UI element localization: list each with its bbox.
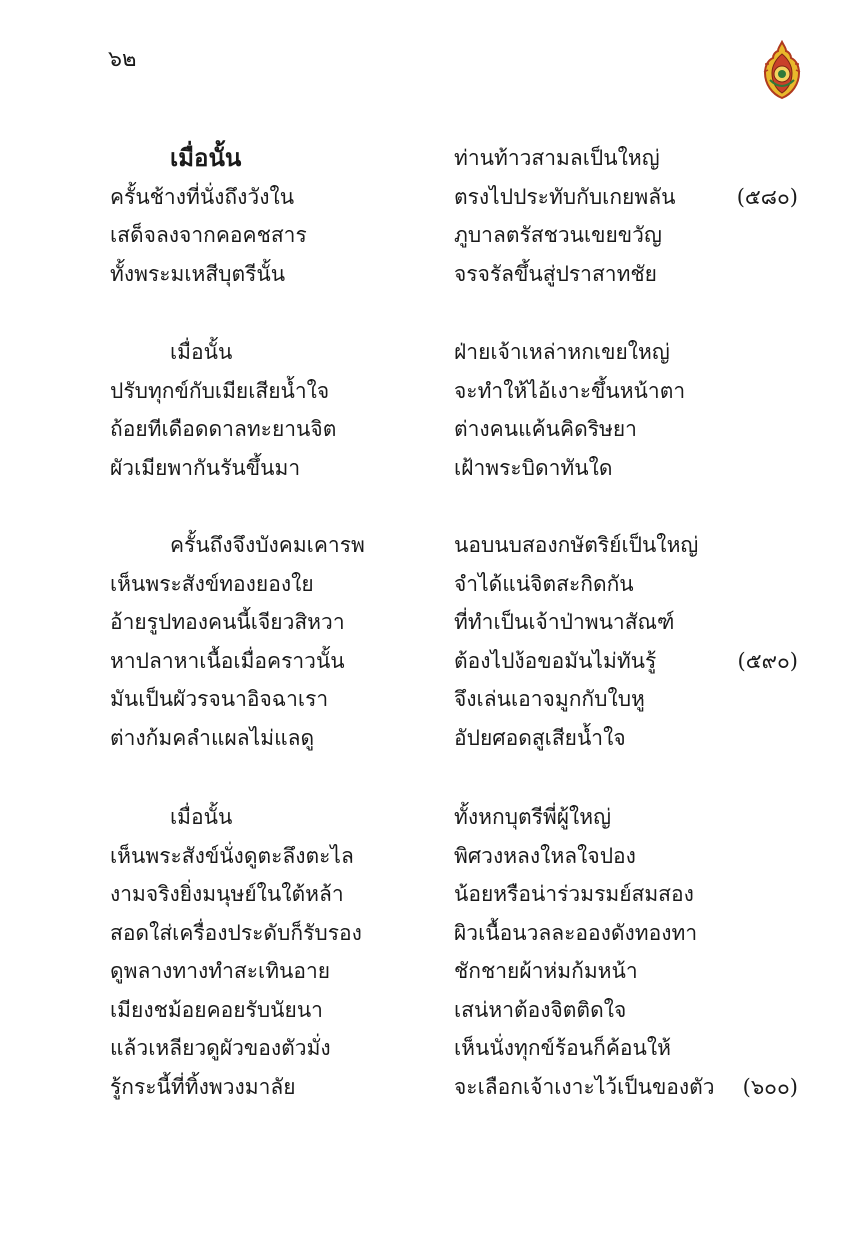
stanza: [0, 798, 844, 1106]
verse-line: [0, 526, 844, 565]
verse-left-half: สอดใส่เครื่องประดับก็รับรอง: [110, 920, 362, 945]
stanza: [0, 333, 844, 487]
verse-left-half: ดูพลางทางทำสะเทินอาย: [110, 959, 331, 983]
verse-right-half: นอบนบสองกษัตริย์เป็นใหญ่: [454, 533, 699, 557]
verse-right-half: จะทำให้ไอ้เงาะขึ้นหน้าตา: [454, 378, 686, 403]
verse-left-half: งามจริงยิ่งมนุษย์ในใต้หล้า: [110, 882, 344, 906]
verse-left-half: มันเป็นผัวรจนาอิจฉาเรา: [110, 687, 329, 711]
verse-line: [0, 255, 844, 294]
verse-line: [0, 449, 844, 488]
verse-line: [0, 565, 844, 604]
stanza: [0, 526, 844, 757]
page-number: ๖๒: [108, 47, 137, 72]
verse-line: [0, 952, 844, 991]
verse-line: [0, 372, 844, 411]
verse-left-half: ทั้งพระมเหสีบุตรีนั้น: [110, 261, 286, 286]
verse-left-half: ถ้อยทีเดือดดาลทะยานจิต: [110, 417, 337, 441]
verse-right-half: จำได้แน่จิตสะกิดกัน: [454, 571, 634, 596]
verse-left-half: ครั้นช้างที่นั่งถึงวังใน: [110, 184, 295, 209]
verse-right-half: ที่ทำเป็นเจ้าป่าพนาสัณฑ์: [454, 610, 675, 634]
verse-right-half: ตรงไปประทับกับเกยพลัน: [454, 184, 676, 209]
verse-left-half: อ้ายรูปทองคนนี้เจียวสิหวา: [110, 610, 345, 634]
verse-right-half: เสน่หาต้องจิตติดใจ: [454, 997, 627, 1022]
verse-right-half: อัปยศอดสูเสียน้ำใจ: [454, 725, 626, 750]
verse-right-half: เห็นนั่งทุกข์ร้อนก็ค้อนให้: [454, 1036, 671, 1060]
verse-right-half: จรจรัลขึ้นสู่ปราสาทชัย: [454, 261, 657, 286]
verse-right-half: ผิวเนื้อนวลละอองดังทองทา: [454, 920, 698, 945]
verse-line: [0, 333, 844, 372]
verse-right-half: ต่างคนแค้นคิดริษยา: [454, 417, 637, 441]
verse-right-half: น้อยหรือน่าร่วมรมย์สมสอง: [454, 882, 694, 906]
verse-left-half: เห็นพระสังข์ทองยองใย: [110, 571, 314, 596]
verse-line: [0, 719, 844, 758]
verse-left-half: เมื่อนั้น: [170, 143, 242, 172]
verse-line: [0, 1068, 844, 1107]
verse-left-half: แล้วเหลียวดูผัวของตัวมั่ง: [110, 1036, 331, 1060]
verse-left-half: เห็นพระสังข์นั่งดูตะลึงตะไล: [110, 843, 354, 868]
verse-line: [0, 914, 844, 953]
verse-line: [0, 642, 844, 681]
verse-number: (๕๙๐): [737, 648, 798, 673]
verse-line: [0, 216, 844, 255]
verse-left-half: ผัวเมียพากันรันขึ้นมา: [110, 455, 301, 480]
verse-right-half: จึงเล่นเอาจมูกกับใบหู: [454, 687, 645, 711]
verse-number: (๖๐๐): [742, 1074, 798, 1099]
verse-right-half: ต้องไปง้อขอมันไม่ทันรู้: [454, 648, 657, 673]
verse-left-half: รู้กระนี้ที่ทิ้งพวงมาลัย: [110, 1074, 296, 1099]
verse-right-half: เฝ้าพระบิดาทันใด: [454, 455, 613, 480]
verse-right-half: ภูบาลตรัสชวนเขยขวัญ: [454, 223, 662, 247]
verse-right-half: ท่านท้าวสามลเป็นใหญ่: [454, 146, 660, 170]
verse-left-half: ปรับทุกข์กับเมียเสียน้ำใจ: [110, 378, 330, 403]
verse-line: [0, 680, 844, 719]
emblem-logo-icon: [760, 40, 804, 100]
verse-line: [0, 139, 844, 178]
verse-left-half: ครั้นถึงจึงบังคมเคารพ: [170, 533, 365, 557]
verse-line: [0, 875, 844, 914]
verse-left-half: เมื่อนั้น: [170, 805, 233, 829]
verse-line: [0, 1029, 844, 1068]
verse-line: [0, 991, 844, 1030]
verse-number: (๕๘๐): [736, 184, 798, 209]
verse-right-half: ชักชายผ้าห่มก้มหน้า: [454, 959, 638, 983]
verse-left-half: เมื่อนั้น: [170, 340, 233, 364]
verse-left-half: เมียงชม้อยคอยรับนัยนา: [110, 997, 323, 1022]
verse-left-half: หาปลาหาเนื้อเมื่อคราวนั้น: [110, 648, 345, 673]
verse-left-half: เสด็จลงจากคอคชสาร: [110, 223, 307, 247]
verse-right-half: จะเลือกเจ้าเงาะไว้เป็นของตัว: [454, 1074, 715, 1099]
verse-left-half: ต่างก้มคลำแผลไม่แลดู: [110, 725, 315, 750]
stanza: [0, 139, 844, 293]
verse-line: [0, 410, 844, 449]
verse-right-half: ทั้งหกบุตรีพี่ผู้ใหญ่: [454, 805, 612, 829]
verse-line: [0, 837, 844, 876]
verse-line: [0, 798, 844, 837]
verse-line: [0, 178, 844, 217]
verse-right-half: พิศวงหลงใหลใจปอง: [454, 843, 636, 868]
verse-line: [0, 603, 844, 642]
verse-right-half: ฝ่ายเจ้าเหล่าหกเขยใหญ่: [454, 340, 670, 364]
